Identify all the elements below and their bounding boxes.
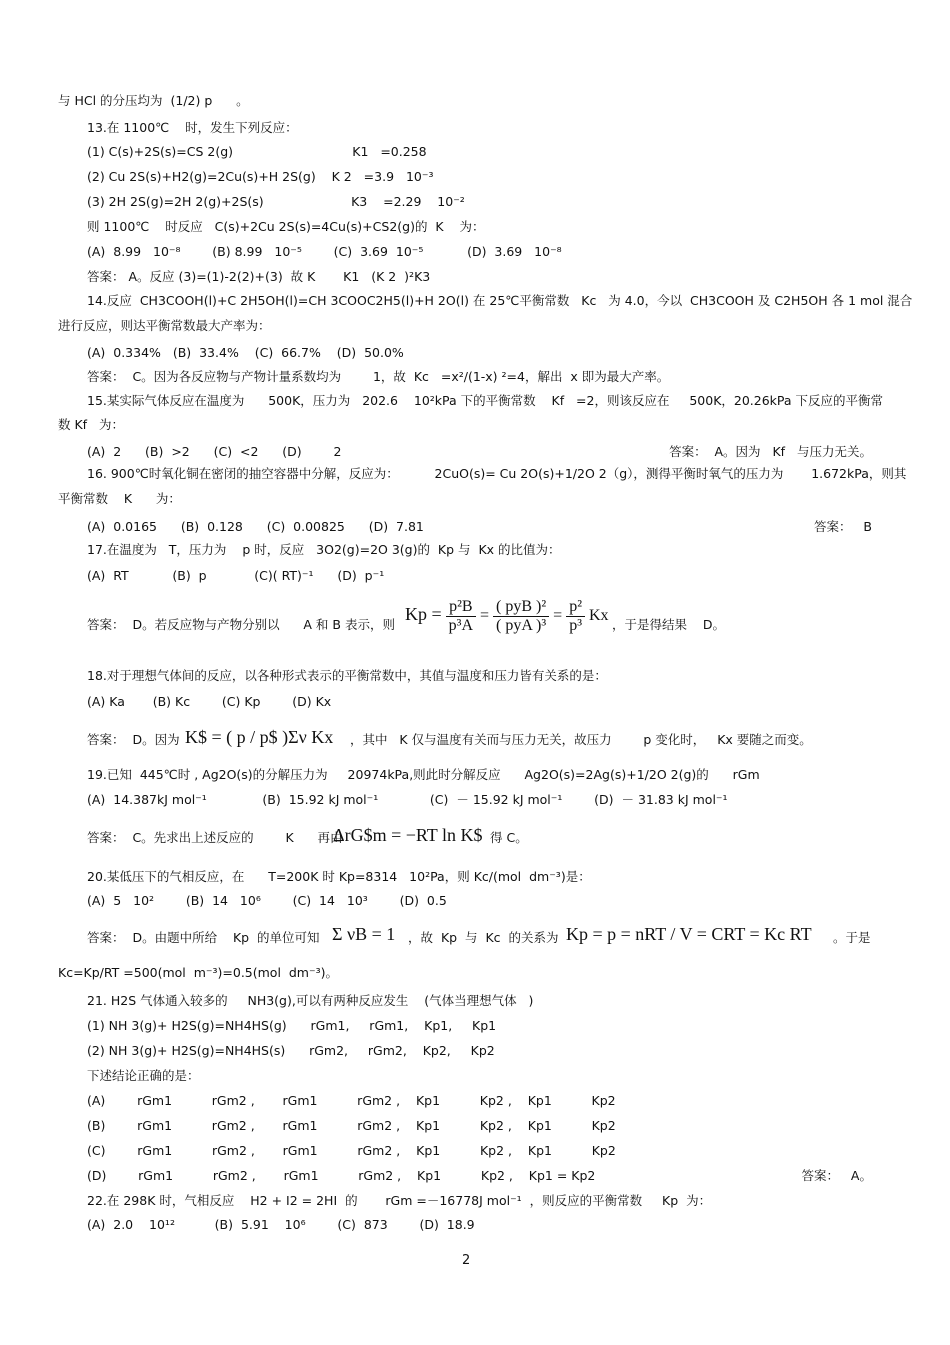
inline-tail-t17: ，于是得结果 D。 xyxy=(612,617,726,632)
text-line-l02: 13.在 1100℃ 时，发生下列反应： xyxy=(87,120,298,135)
text-line-l07: (A) 8.99 10⁻⁸ (B) 8.99 10⁻⁵ (C) 3.69 10⁻⁵ (D) 3.69 10⁻⁸ xyxy=(87,244,562,259)
q17-frac1-num: p²B xyxy=(446,598,476,617)
text-line-l05: (3) 2H 2S(g)=2H 2(g)+2S(s) K3 =2.29 10⁻² xyxy=(87,194,465,209)
q19-formula: ΔrG$m = −RT ln K$ xyxy=(333,825,483,845)
answer-note-r16: 答案： B xyxy=(814,519,872,534)
q17-fraction-3 xyxy=(566,598,585,635)
q17-lhs: Kp = xyxy=(405,604,442,625)
q17-tail: Kx xyxy=(589,607,609,625)
text-line-l29: (A) 5 10² (B) 14 10⁶ (C) 14 10³ (D) 0.5 xyxy=(87,893,447,908)
text-line-l36: (A) rGm1 rGm2 , rGm1 rGm2 , Kp1 Kp2 , Kp1 Kp2 xyxy=(87,1093,616,1108)
page-number: 2 xyxy=(462,1253,471,1268)
text-line-l40: 22.在 298K 时，气相反应 H2 + I2 = 2HI 的 rGm =－16778J mol⁻¹ ，则反应的平衡常数 Kp 为： xyxy=(87,1193,712,1208)
q17-frac2-num: ( pyB )² xyxy=(493,598,549,617)
text-line-l39: (D) rGm1 rGm2 , rGm1 rGm2 , Kp1 Kp2 , Kp1 = Kp2 xyxy=(87,1168,596,1183)
text-line-l01: 与 HCl 的分压均为 (1/2) p 。 xyxy=(58,93,249,108)
text-line-l41: (A) 2.0 10¹² (B) 5.91 10⁶ (C) 873 (D) 18.9 xyxy=(87,1217,475,1232)
text-line-l34: (2) NH 3(g)+ H2S(g)=NH4HS(s) rGm2, rGm2, Kp2, Kp2 xyxy=(87,1043,495,1058)
answer-note-r15: 答案： A。因为 Kf 与压力无关。 xyxy=(669,444,872,459)
text-line-l31: Kc=Kp/RT =500(mol m⁻³)=0.5(mol dm⁻³)。 xyxy=(58,965,338,980)
text-line-l37: (B) rGm1 rGm2 , rGm1 rGm2 , Kp1 Kp2 , Kp1 Kp2 xyxy=(87,1118,616,1133)
text-line-l06: 则 1100℃ 时反应 C(s)+2Cu 2S(s)=4Cu(s)+CS2(g)的 K 为： xyxy=(87,219,485,234)
text-line-l15: (A) 2 (B) >2 (C) <2 (D) 2 xyxy=(87,444,342,459)
text-line-l21: 答案： D。若反应物与产物分别以 A 和 B 表示，则 xyxy=(87,617,395,632)
text-line-l09: 14.反应 CH3COOH(l)+C 2H5OH(l)=CH 3COOC2H5(l)+H 2O(l) 在 25℃平衡常数 Kc 为 4.0，今以 CH3COOH 及 C2H5OH 各 1 mol 混合 xyxy=(87,293,913,308)
text-line-l16: 16. 900℃时氧化铜在密闭的抽空容器中分解，反应为： 2CuO(s)= Cu 2O(s)+1/2O 2（g），测得平衡时氧气的压力为 1.672kPa，则其 xyxy=(87,466,907,481)
text-line-l28: 20.某低压下的气相反应，在 T=200K 时 Kp=8314 10²Pa，则 Kc/(mol dm⁻³)是： xyxy=(87,869,591,884)
answer-note-r21: 答案： A。 xyxy=(801,1168,872,1183)
q20-relation-formula: Kp = p = nRT / V = CRT = Kc RT xyxy=(566,924,812,944)
text-line-l35: 下述结论正确的是： xyxy=(87,1068,200,1083)
text-line-l38: (C) rGm1 rGm2 , rGm1 rGm2 , Kp1 Kp2 , Kp1 Kp2 xyxy=(87,1143,616,1158)
text-line-l04: (2) Cu 2S(s)+H2(g)=2Cu(s)+H 2S(g) K 2 =3.9 10⁻³ xyxy=(87,169,434,184)
text-line-l14: 数 Kf 为： xyxy=(58,417,124,432)
q17-frac1-den: p³A xyxy=(448,617,474,634)
text-line-l22: 18.对于理想气体间的反应，以各种形式表示的平衡常数中，其值与温度和压力皆有关系的是： xyxy=(87,668,607,683)
text-line-l03: (1) C(s)+2S(s)=CS 2(g) K1 =0.258 xyxy=(87,144,427,159)
q17-fraction-2 xyxy=(493,598,549,635)
q17-eq2: = xyxy=(553,607,563,625)
text-line-l10: 进行反应，则达平衡常数最大产率为： xyxy=(58,318,271,333)
text-line-l18: (A) 0.0165 (B) 0.128 (C) 0.00825 (D) 7.81 xyxy=(87,519,424,534)
text-line-l26: (A) 14.387kJ mol⁻¹ (B) 15.92 kJ mol⁻¹ (C) － 15.92 kJ mol⁻¹ (D) － 31.83 kJ mol⁻¹ xyxy=(87,792,728,807)
inline-tail-t20: ，故 Kp 与 Kc 的关系为 xyxy=(408,930,559,945)
text-line-l27: 答案： C。先求出上述反应的 K 再由 xyxy=(87,830,343,845)
q17-fraction-1 xyxy=(446,598,476,635)
q17-formula xyxy=(405,598,610,635)
text-line-l20: (A) RT (B) p (C)( RT)⁻¹ (D) p⁻¹ xyxy=(87,568,385,583)
text-line-l32: 21. H2S 气体通入较多的 NH3(g),可以有两种反应发生 (气体当理想气体 ) xyxy=(87,993,534,1008)
text-line-l23: (A) Ka (B) Kc (C) Kp (D) Kx xyxy=(87,694,332,709)
inline-tail-t18: ，其中 K 仅与温度有关而与压力无关，故压力 p 变化时， Kx 要随之而变。 xyxy=(350,732,812,747)
q20-sum-formula: Σ νB = 1 xyxy=(332,924,396,944)
q18-formula: K$ = ( p / p$ )Σν Kx xyxy=(185,727,334,747)
text-line-l24: 答案： D。因为 xyxy=(87,732,180,747)
q17-eq1: = xyxy=(480,607,490,625)
text-line-l11: (A) 0.334% (B) 33.4% (C) 66.7% (D) 50.0% xyxy=(87,345,404,360)
text-line-l19: 17.在温度为 T，压力为 p 时，反应 3O2(g)=2O 3(g)的 Kp 与 Kx 的比值为： xyxy=(87,542,561,557)
text-line-l08: 答案： A。反应 (3)=(1)-2(2)+(3) 故 K K1 (K 2 )²K3 xyxy=(87,269,431,284)
text-line-l33: (1) NH 3(g)+ H2S(g)=NH4HS(g) rGm1, rGm1, Kp1, Kp1 xyxy=(87,1018,497,1033)
text-line-l13: 15.某实际气体反应在温度为 500K，压力为 202.6 10²kPa 下的平衡常数 Kf =2，则该反应在 500K，20.26kPa 下反应的平衡常 xyxy=(87,393,884,408)
q17-frac2-den: ( pyA )³ xyxy=(496,617,547,634)
text-line-l12: 答案： C。因为各反应物与产物计量系数均为 1，故 Kc =x²/(1-x) ²=4，解出 x 即为最大产率。 xyxy=(87,369,670,384)
text-line-l25: 19.已知 445℃时 , Ag2O(s)的分解压力为 20974kPa,则此时分解反应 Ag2O(s)=2Ag(s)+1/2O 2(g)的 rGm xyxy=(87,767,760,782)
q17-frac3-den: p³ xyxy=(569,617,582,634)
text-line-l17: 平衡常数 K 为： xyxy=(58,491,181,506)
q17-frac3-num: p² xyxy=(566,598,585,617)
text-line-l30: 答案： D。由题中所给 Kp 的单位可知 xyxy=(87,930,320,945)
inline-tail-t19: 得 C。 xyxy=(490,830,528,845)
inline-tail-t20b: 。于是 xyxy=(833,930,871,945)
